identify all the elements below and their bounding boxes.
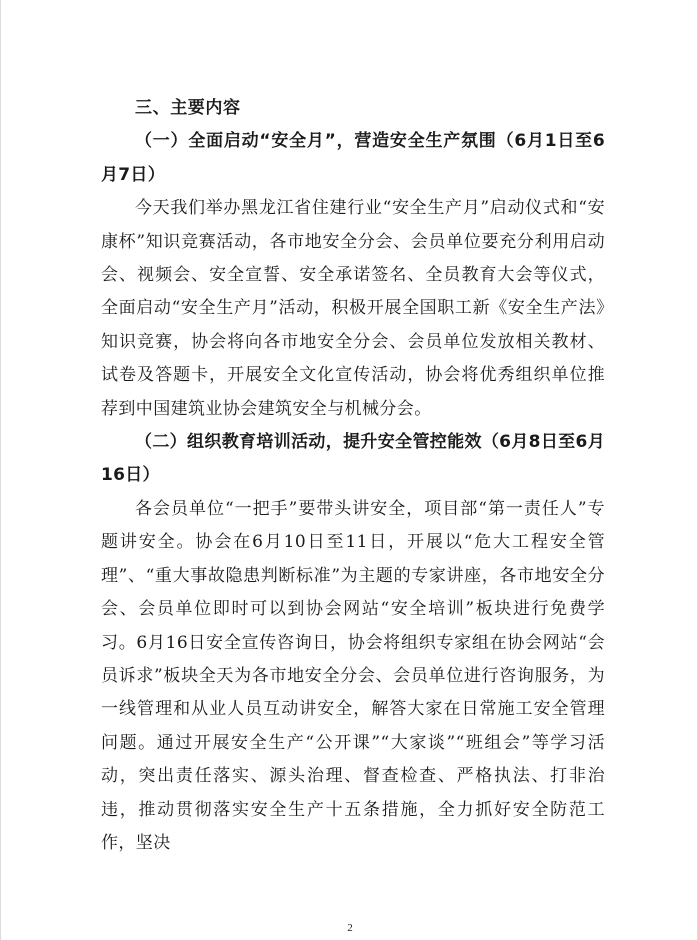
- page-number: 2: [347, 922, 353, 934]
- subsection-paragraph-2: 各会员单位“一把手”要带头讲安全，项目部“第一责任人”专题讲安全。协会在6月10日至11日，开展以“危大工程安全管理”、“重大事故隐患判断标准”为主题的专家讲座，各市地安全分会、会员单位即时可以到协会网站“安全培训”板块进行免费学习。6月16日安全宣传咨询日，协会将组织专家组在协会网站“会员诉求”板块全天为各市地安全分会、会员单位进行咨询服务，为一线管理和从业人员互动讲安全，解答大家在日常施工安全管理问题。通过开展安全生产“公开课”“大家谈”“班组会”等学习活动，突出责任落实、源头治理、督查检查、严格执法、打非治违，推动贯彻落实安全生产十五条措施，全力抓好安全防范工作，坚决: [101, 498, 605, 853]
- subsection-paragraph-1: 今天我们举办黑龙江省住建行业“安全生产月”启动仪式和“安康杯”知识竞赛活动，各市地安全分会、会员单位要充分利用启动会、视频会、安全宣誓、安全承诺签名、全员教育大会等仪式，全面启动“安全生产月”活动，积极开展全国职工新《安全生产法》知识竞赛，协会将向各市地安全分会、会员单位发放相关教材、试卷及答题卡，开展安全文化宣传活动，协会将优秀组织单位推荐到中国建筑业协会建筑安全与机械分会。: [101, 198, 605, 419]
- document-body: [101, 92, 605, 860]
- subsection-heading-2: （二）组织教育培训活动，提升安全管控能效（6月8日至6月16日）: [101, 432, 605, 486]
- section-heading: 三、主要内容: [135, 98, 241, 118]
- subsection-heading-1: （一）全面启动“安全月”，营造安全生产氛围（6月1日至6月7日）: [101, 131, 605, 185]
